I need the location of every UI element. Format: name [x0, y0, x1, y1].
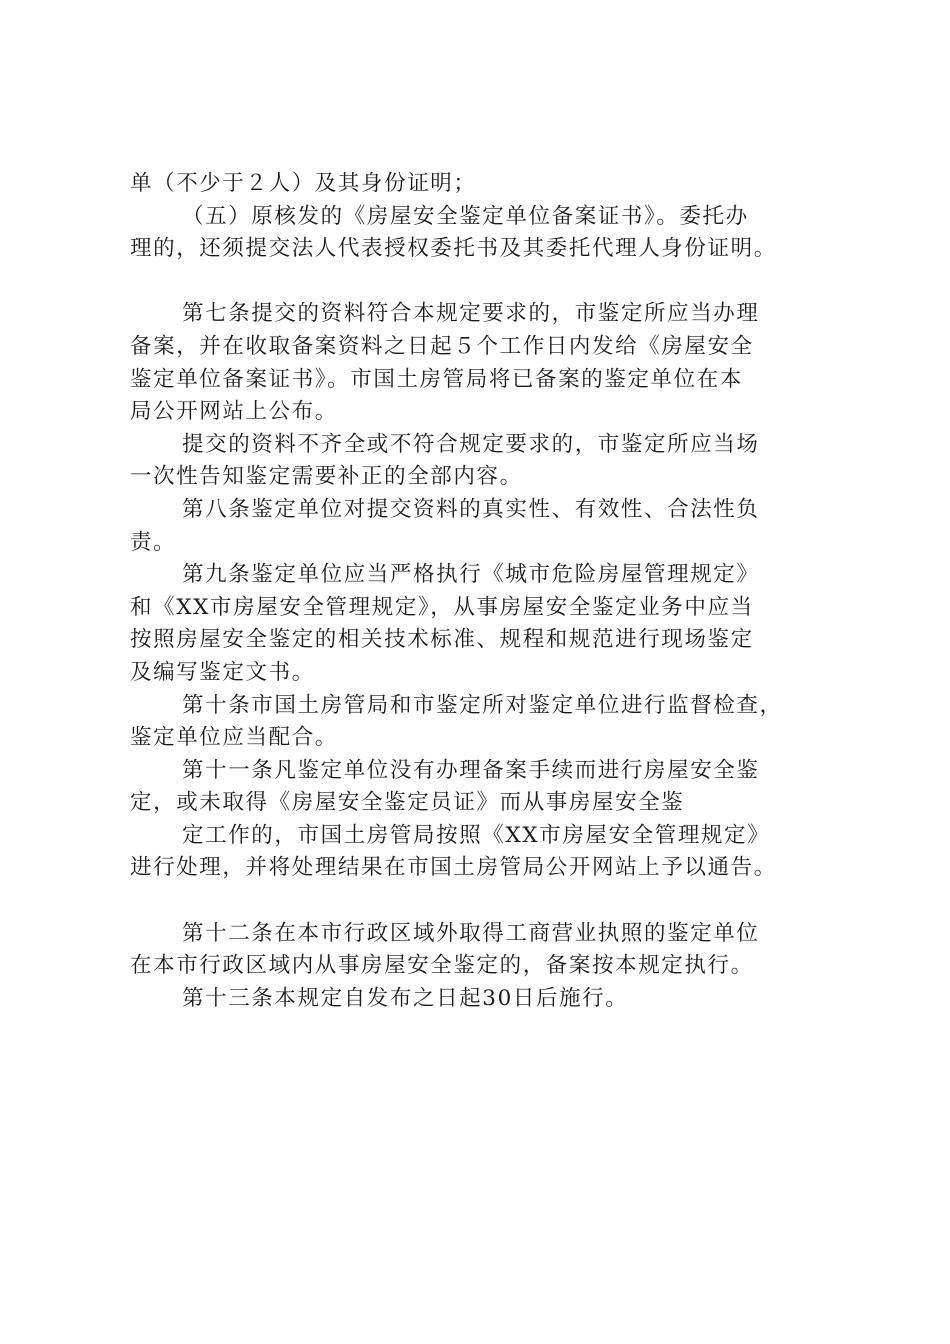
text-line: 理的，还须提交法人代表授权委托书及其委托代理人身份证明。: [130, 236, 777, 262]
text-line: （五）原核发的《房屋安全鉴定单位备案证书》。委托办: [182, 203, 749, 229]
text-line: 第十二条在本市行政区域外取得工商营业执照的鉴定单位: [182, 920, 760, 946]
text-line: 在本市行政区域内从事房屋安全鉴定的，备案按本规定执行。: [130, 953, 754, 979]
text-line: 第八条鉴定单位对提交资料的真实性、有效性、合法性负: [182, 496, 760, 522]
text-line: 第十条市国土房管局和市鉴定所对鉴定单位进行监督检查，: [182, 692, 783, 718]
paragraph-gap: [130, 266, 845, 299]
text-line: 责。: [130, 529, 177, 555]
text-line: 按照房屋安全鉴定的相关技术标准、规程和规范进行现场鉴定: [130, 627, 754, 653]
text-line: 单（不少于２人）及其身份证明；: [130, 171, 477, 196]
text-line: 进行处理，并将处理结果在市国土房管局公开网站上予以通告。: [130, 855, 777, 881]
document-body: [130, 168, 845, 1015]
text-line: 定工作的，市国土房管局按照《XX市房屋安全管理规定》: [182, 822, 771, 848]
paragraph-gap: [130, 885, 845, 918]
text-line: 鉴定单位备案证书》。市国土房管局将已备案的鉴定单位在本: [130, 366, 743, 392]
text-line: 提交的资料不齐全或不符合规定要求的，市鉴定所应当场: [182, 431, 760, 457]
text-line: 第七条提交的资料符合本规定要求的，市鉴定所应当办理: [182, 301, 760, 327]
text-line: 局公开网站上公布。: [130, 399, 338, 425]
text-line: 备案，并在收取备案资料之日起５个工作日内发给《房屋安全: [130, 333, 754, 359]
text-line: 定，或未取得《房屋安全鉴定员证》而从事房屋安全鉴: [130, 790, 685, 816]
text-line: 鉴定单位应当配合。: [130, 725, 338, 751]
text-line: 和《XX市房屋安全管理规定》，从事房屋安全鉴定业务中应当: [130, 594, 754, 620]
text-line: 及编写鉴定文书。: [130, 659, 315, 685]
text-line: 第十三条本规定自发布之日起30日后施行。: [182, 985, 629, 1011]
text-line: 第十一条凡鉴定单位没有办理备案手续而进行房屋安全鉴: [182, 757, 760, 783]
text-line: 第九条鉴定单位应当严格执行《城市危险房屋管理规定》: [182, 562, 760, 588]
text-line: 一次性告知鉴定需要补正的全部内容。: [130, 464, 523, 490]
